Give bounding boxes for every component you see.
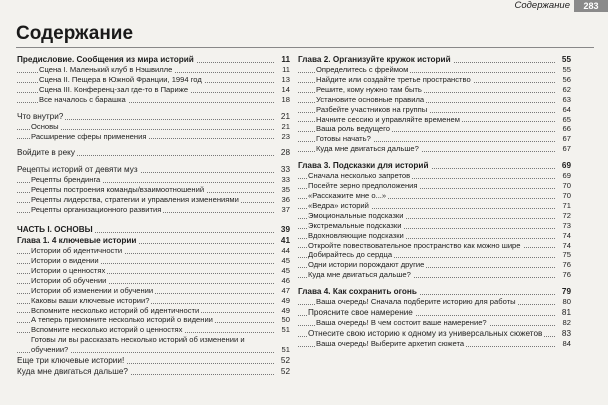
toc-entry[interactable] bbox=[298, 307, 571, 318]
toc-entry[interactable] bbox=[17, 147, 290, 158]
toc-entry-title: Рецепты лидерства, стратегии и управления изменениями bbox=[31, 195, 239, 205]
toc-entry-page: 69 bbox=[561, 161, 571, 171]
toc-entry-page: 74 bbox=[562, 240, 571, 250]
toc-entry-page: 14 bbox=[281, 84, 290, 94]
toc-entry[interactable] bbox=[298, 144, 571, 154]
toc-entry-page: 62 bbox=[562, 84, 571, 94]
toc-entry-page: 83 bbox=[561, 328, 571, 338]
toc-entry-page: 67 bbox=[562, 134, 571, 144]
toc-entry-title: Ваша очередь! В чем состоит ваше намерение? bbox=[316, 318, 487, 328]
toc-entry-title: Истории об идентичности bbox=[31, 246, 123, 256]
toc-entry-page: 76 bbox=[562, 270, 571, 280]
toc-entry-title: Вспомните несколько историй о ценностях bbox=[31, 325, 183, 335]
toc-entry[interactable] bbox=[17, 246, 290, 256]
toc-entry-page: 49 bbox=[281, 305, 290, 315]
toc-entry-title: Рецепты брендинга bbox=[31, 175, 101, 185]
toc-entry[interactable] bbox=[17, 276, 290, 286]
toc-entry-title: «Расскажите мне о...» bbox=[308, 190, 387, 200]
toc-entry-title: Глава 3. Подсказки для историй bbox=[298, 161, 429, 171]
toc-entry-page: 67 bbox=[562, 144, 571, 154]
toc-entry-page: 44 bbox=[281, 246, 290, 256]
toc-entry[interactable] bbox=[17, 266, 290, 276]
toc-entry-page: 64 bbox=[562, 104, 571, 114]
toc-entry-page: 55 bbox=[561, 55, 571, 64]
toc-entry-title: Проясните свое намерение bbox=[308, 308, 413, 318]
toc-entry[interactable] bbox=[298, 297, 571, 307]
toc-entry-title: ЧАСТЬ I. ОСНОВЫ bbox=[17, 225, 93, 235]
toc-entry-page: 21 bbox=[280, 111, 290, 121]
toc-entry[interactable] bbox=[17, 205, 290, 215]
toc-entry-page: 49 bbox=[281, 295, 290, 305]
toc-entry-title: Глава 2. Организуйте кружок историй bbox=[298, 55, 451, 64]
toc-entry[interactable] bbox=[17, 286, 290, 296]
toc-entry-page: 50 bbox=[281, 315, 290, 325]
toc-entry-page: 73 bbox=[562, 220, 571, 230]
toc-entry[interactable] bbox=[17, 195, 290, 205]
toc-entry-page: 33 bbox=[280, 165, 290, 175]
toc-entry-title: Куда мне двигаться дальше? bbox=[17, 367, 128, 377]
toc-entry[interactable] bbox=[298, 318, 571, 328]
toc-right-column bbox=[298, 54, 571, 349]
toc-entry[interactable] bbox=[298, 221, 571, 231]
toc-entry-title: Глава 4. Как сохранить огонь bbox=[298, 287, 417, 297]
toc-entry-title: Сцена I. Маленький клуб в Нэшвилле bbox=[39, 65, 173, 74]
toc-entry-title: Готовы начать? bbox=[316, 134, 371, 144]
toc-entry[interactable] bbox=[17, 306, 290, 316]
toc-entry[interactable] bbox=[298, 260, 571, 270]
toc-entry[interactable] bbox=[298, 124, 571, 134]
toc-entry-page: 72 bbox=[562, 210, 571, 220]
toc-entry[interactable] bbox=[298, 105, 571, 115]
toc-entry-title: Установите основные правила bbox=[316, 94, 425, 104]
toc-entry-title: Готовы ли вы рассказать несколько историй об изменении и обучении? bbox=[31, 335, 245, 355]
toc-entry-page: 36 bbox=[281, 195, 290, 205]
toc-entry[interactable] bbox=[298, 65, 571, 75]
toc-entry-page: 80 bbox=[562, 297, 571, 307]
toc-entry[interactable] bbox=[17, 132, 290, 142]
toc-entry[interactable] bbox=[298, 231, 571, 241]
toc-entry-page: 21 bbox=[281, 121, 290, 131]
toc-entry-title: Рецепты историй от девяти муз bbox=[17, 165, 138, 175]
toc-entry-page: 84 bbox=[562, 338, 571, 348]
toc-entry-title: Рецепты организационного развития bbox=[31, 205, 162, 215]
toc-entry-title: Сцена II. Пещера в Южной Франции, 1994 год bbox=[39, 74, 202, 84]
toc-entry-title: Истории об обучении bbox=[31, 275, 107, 285]
running-title: Содержание bbox=[514, 0, 570, 11]
toc-entry-page: 81 bbox=[561, 308, 571, 318]
toc-entry[interactable] bbox=[298, 241, 571, 251]
toc-entry-page: 55 bbox=[562, 65, 571, 74]
toc-entry-page: 52 bbox=[280, 356, 290, 366]
toc-entry-page: 79 bbox=[561, 287, 571, 297]
title-divider bbox=[16, 47, 594, 48]
toc-entry-page: 11 bbox=[282, 65, 290, 74]
toc-entry-page: 82 bbox=[562, 318, 571, 328]
toc-entry-page: 46 bbox=[281, 275, 290, 285]
toc-entry-title: Откройте повествовательное пространство как можно шире bbox=[308, 240, 521, 250]
toc-entry-title: Все началось с барашка bbox=[39, 94, 126, 104]
page-title: Содержание bbox=[16, 23, 134, 44]
toc-entry-page: 47 bbox=[281, 285, 290, 295]
toc-entry-title: «Ведра» историй bbox=[308, 200, 369, 210]
toc-entry-page: 23 bbox=[281, 131, 290, 141]
toc-entry-title: Еще три ключевые истории! bbox=[17, 356, 125, 366]
toc-entry-page: 56 bbox=[562, 74, 571, 84]
toc-entry-page: 28 bbox=[280, 148, 290, 158]
toc-entry-title: Вспомните несколько историй об идентичности bbox=[31, 305, 200, 315]
toc-entry[interactable] bbox=[17, 366, 290, 377]
toc-entry-page: 66 bbox=[562, 124, 571, 134]
toc-entry-page: 76 bbox=[562, 260, 571, 270]
toc-entry[interactable] bbox=[17, 325, 290, 335]
toc-entry-title: Сцена III. Конференц-зал где-то в Париже bbox=[39, 84, 189, 94]
toc-entry-title: Основы bbox=[31, 121, 59, 131]
toc-entry[interactable] bbox=[17, 296, 290, 306]
toc-entry-title: Истории о видении bbox=[31, 255, 99, 265]
toc-entry[interactable] bbox=[17, 256, 290, 266]
toc-entry[interactable] bbox=[17, 75, 290, 85]
toc-entry[interactable] bbox=[298, 75, 571, 85]
toc-entry-title: Разбейте участников на группы bbox=[316, 104, 428, 114]
toc-entry-title: Ваша роль ведущего bbox=[316, 124, 390, 134]
toc-entry[interactable] bbox=[17, 95, 290, 105]
toc-entry[interactable] bbox=[17, 335, 290, 355]
toc-entry-title: Расширение сферы применения bbox=[31, 131, 147, 141]
toc-entry[interactable] bbox=[17, 175, 290, 185]
toc-entry-title: Ваша очередь! Выберите архетип сюжета bbox=[316, 338, 465, 348]
toc-entry-title: Истории о ценностях bbox=[31, 265, 106, 275]
toc-entry-title: Сначала несколько запретов bbox=[308, 171, 411, 181]
toc-entry-page: 71 bbox=[562, 200, 571, 210]
toc-entry-title: Решите, кому нужно там быть bbox=[316, 84, 422, 94]
toc-entry-title: Эмоциональные подсказки bbox=[308, 210, 404, 220]
toc-entry-title: Начните сессию и управляйте временем bbox=[316, 114, 460, 124]
toc-heading-entry[interactable] bbox=[17, 54, 290, 65]
toc-left-column bbox=[17, 54, 290, 377]
toc-entry[interactable] bbox=[298, 134, 571, 144]
toc-entry-title: Добирайтесь до сердца bbox=[308, 250, 393, 260]
running-header bbox=[515, 0, 608, 12]
toc-entry[interactable] bbox=[298, 115, 571, 125]
toc-heading-entry[interactable] bbox=[298, 54, 571, 65]
toc-entry-title: Найдите или создайте третье пространство bbox=[316, 74, 471, 84]
toc-entry[interactable] bbox=[298, 85, 571, 95]
toc-entry[interactable] bbox=[17, 315, 290, 325]
toc-entry-page: 39 bbox=[280, 225, 290, 235]
toc-entry[interactable] bbox=[17, 164, 290, 175]
toc-entry[interactable] bbox=[298, 171, 571, 181]
toc-entry-page: 11 bbox=[281, 55, 290, 64]
toc-entry-title: Истории об изменении и обучении bbox=[31, 285, 154, 295]
toc-entry-page: 45 bbox=[281, 255, 290, 265]
toc-entry-title: Вдохновляющие подсказки bbox=[308, 230, 404, 240]
toc-entry[interactable] bbox=[17, 111, 290, 122]
toc-entry[interactable] bbox=[298, 270, 571, 280]
toc-entry[interactable] bbox=[298, 181, 571, 191]
toc-entry-page: 65 bbox=[562, 114, 571, 124]
toc-entry-title: Предисловие. Сообщения из мира историй bbox=[17, 55, 194, 64]
toc-entry-page: 75 bbox=[562, 250, 571, 260]
toc-heading-entry[interactable] bbox=[17, 235, 290, 246]
toc-entry-page: 41 bbox=[280, 236, 290, 246]
toc-entry-title: Посейте зерно предположения bbox=[308, 181, 418, 191]
toc-entry-page: 13 bbox=[281, 74, 290, 84]
toc-entry[interactable] bbox=[17, 85, 290, 95]
toc-entry[interactable] bbox=[17, 355, 290, 366]
toc-entry-title: Ваша очередь! Сначала подберите историю для работы bbox=[316, 297, 516, 307]
toc-entry[interactable] bbox=[298, 201, 571, 211]
toc-entry-page: 45 bbox=[281, 265, 290, 275]
toc-entry-page: 51 bbox=[281, 325, 290, 335]
toc-heading-entry[interactable] bbox=[298, 160, 571, 171]
toc-entry-page: 69 bbox=[562, 171, 571, 181]
toc-entry-page: 74 bbox=[562, 230, 571, 240]
toc-entry[interactable] bbox=[298, 339, 571, 349]
toc-entry-page: 52 bbox=[280, 367, 290, 377]
toc-entry[interactable] bbox=[298, 211, 571, 221]
toc-entry[interactable] bbox=[298, 250, 571, 260]
toc-entry-page: 51 bbox=[281, 345, 290, 355]
toc-entry-title: Экстремальные подсказки bbox=[308, 220, 402, 230]
toc-entry-title: Определитесь с фреймом bbox=[316, 65, 409, 74]
toc-entry[interactable] bbox=[17, 65, 290, 75]
toc-entry-page: 18 bbox=[281, 94, 290, 104]
toc-entry-title: Куда мне двигаться дальше? bbox=[308, 270, 411, 280]
toc-entry[interactable] bbox=[17, 185, 290, 195]
toc-entry-page: 33 bbox=[281, 175, 290, 185]
toc-entry[interactable] bbox=[17, 122, 290, 132]
page-number-badge: 283 bbox=[574, 0, 608, 12]
toc-entry-title: А теперь припомните несколько историй о видении bbox=[31, 315, 213, 325]
toc-entry-page: 37 bbox=[281, 205, 290, 215]
toc-heading-entry[interactable] bbox=[17, 224, 290, 235]
toc-entry-page: 70 bbox=[562, 190, 571, 200]
toc-entry-title: Войдите в реку bbox=[17, 148, 75, 158]
toc-entry-title: Что внутри? bbox=[17, 111, 64, 121]
toc-entry-title: Куда мне двигаться дальше? bbox=[316, 144, 419, 154]
toc-entry[interactable] bbox=[298, 328, 571, 339]
toc-entry-title: Глава 1. 4 ключевые истории bbox=[17, 236, 137, 246]
toc-entry-page: 63 bbox=[562, 94, 571, 104]
toc-spacer bbox=[17, 215, 290, 224]
toc-entry[interactable] bbox=[298, 191, 571, 201]
toc-entry[interactable] bbox=[298, 95, 571, 105]
toc-entry-title: Каковы ваши ключевые истории? bbox=[31, 295, 150, 305]
toc-entry-page: 70 bbox=[562, 181, 571, 191]
toc-entry-page: 35 bbox=[281, 185, 290, 195]
toc-heading-entry[interactable] bbox=[298, 286, 571, 297]
toc-entry-title: Рецепты построения команды/взаимоотношений bbox=[31, 185, 205, 195]
toc-entry-title: Одни истории порождают другие bbox=[308, 260, 425, 270]
toc-entry-title: Отнесите свою историю к одному из универсальных сюжетов bbox=[308, 328, 543, 338]
